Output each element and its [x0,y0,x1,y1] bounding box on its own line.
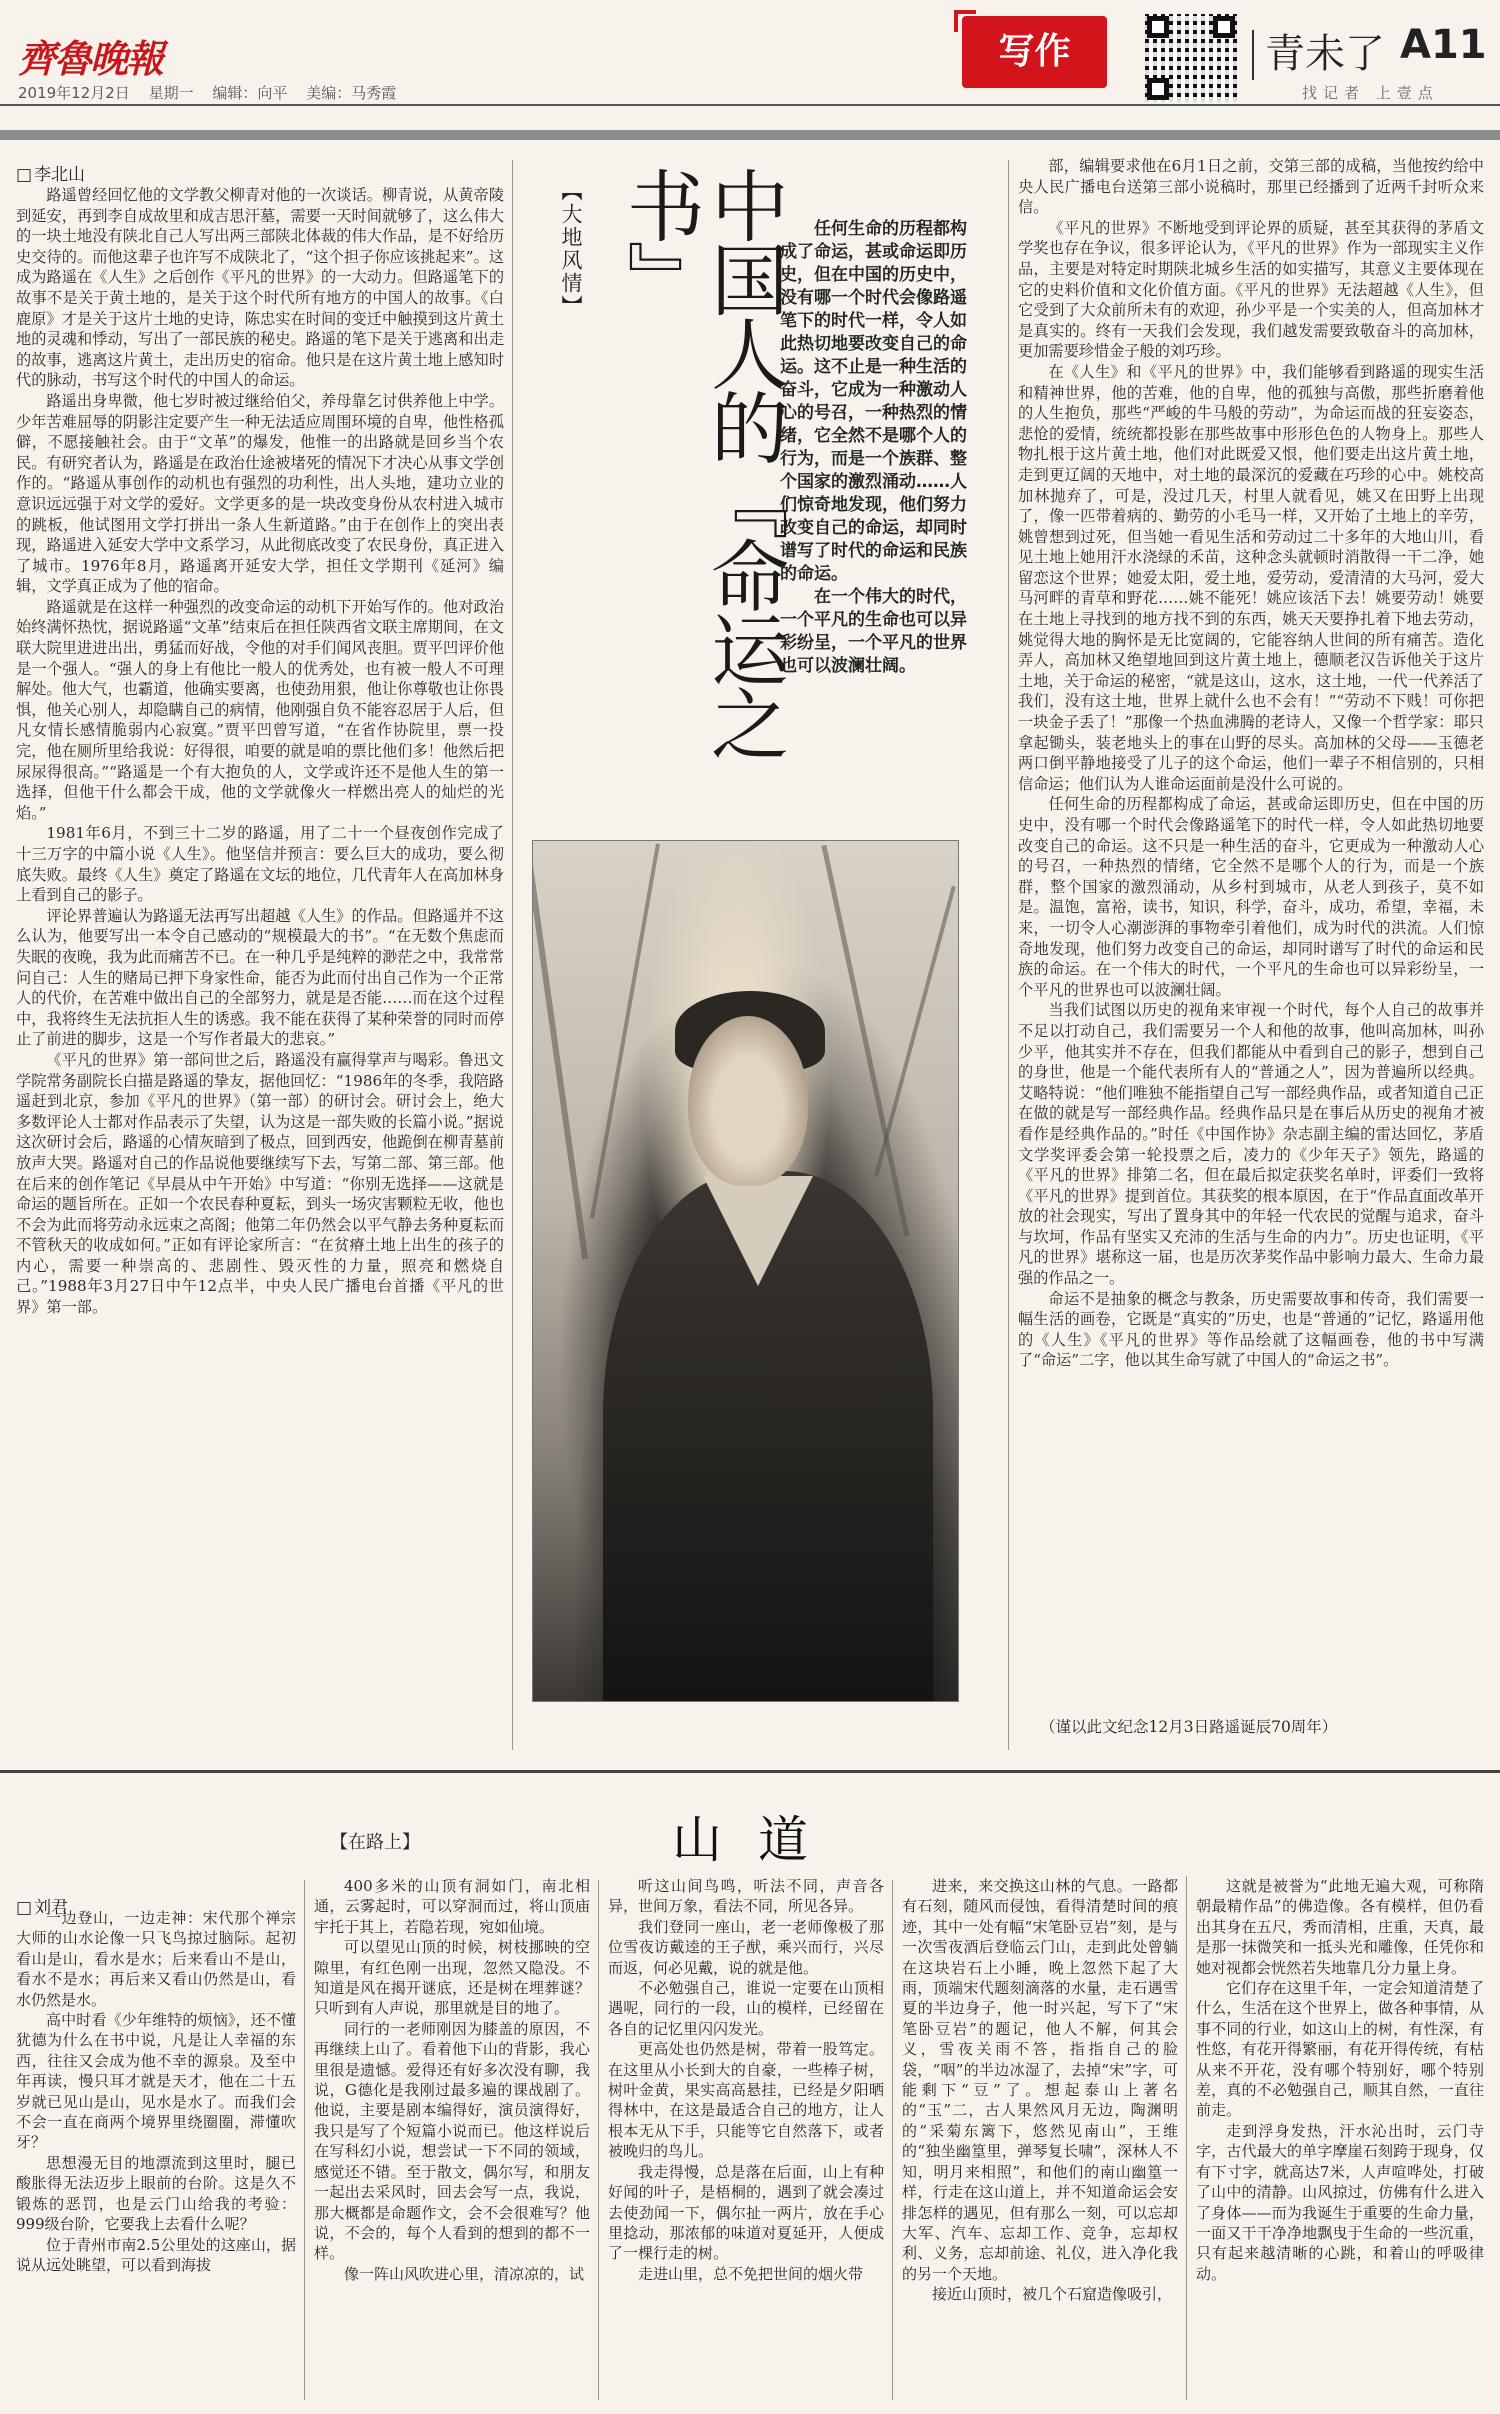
issue-date: 2019年12月2日 [18,84,130,102]
paragraph: 接近山顶时，被几个石窟造像吸引， [932,2285,1173,2304]
article-left-column [16,160,504,1318]
newspaper-masthead: 齊魯晚報 [18,36,163,81]
column-divider [512,160,513,1750]
paragraph: 评论界普遍认为路遥无法再写出超越《人生》的作品。但路遥并不这么认为，他要写出一本令自己感动的“规模最大的书”。“在无数个焦虑而失眠的夜晚，我为此而痛苦不已。在一种几乎是纯粹的渺茫之中，我常常问自己：人生的赌局已押下身家性命，能否为此而付出自己作为一个正常人的代价，在苦难中做出自己的全部努力，就是是否能……而在这个过程中，我将终生无法抗拒人生的诱惑。我不能在获得了某种荣誉的同时而停止了前进的脚步，这是一个写作者最大的悲哀。” [16,906,504,1049]
paragraph: 我走得慢，总是落在后面，山上有种好闻的叶子，是梧桐的，遇到了就会凑过去使劲闻一下，偶尔扯一两片，放在手心里捻动，那浓郁的味道对夏延开，人便成了一棵行走的树。 [608,2162,884,2263]
paragraph: 路遥曾经回忆他的文学教父柳青对他的一次谈话。柳青说，从黄帝陵到延安，再到李自成故里和成吉思汗墓，需要一天时间就够了，这么伟大的一块土地没有陕北自己人写出两三部陕北体裁的伟大作品，是不好给历史交待的。而他这辈子也许写不成陕北了，“这个担子你应该挑起来”。这成为路遥在《人生》之后创作《平凡的世界》的一大动力。但路遥笔下的故事不是关于黄土地的，是关于这个时代所有地方的中国人的故事。《白鹿原》才是关于这片土地的史诗，陈忠实在时间的变迁中触摸到这片黄土地的灵魂和悸动，写出了一部民族的秘史。路遥的笔下是关于逃离和出走的故事，逃离这片黄土，走出历史的宿命。他只是在这片黄土地上感知时代的脉动，书写这个时代的中国人的命运。 [16,186,504,390]
paragraph: 这就是被誉为“此地无遍大观，可称隋朝最精作品”的佛造像。各有模样，但仍看出其身在五尺，秀而清相，庄重，天真，最是那一抹微笑和一抵头光和雕像，任凭你和她对视都会恍然若失地靠几分力量上身。 [1196,1877,1484,1977]
designer-credit: 美编：马秀霞 [306,84,397,102]
paragraph: 在一个伟大的时代，一个平凡的生命也可以异彩纷呈，一个平凡的世界也可以波澜壮阔。 [780,587,967,676]
paragraph: 《平凡的世界》第一部问世之后，路遥没有赢得掌声与喝彩。鲁迅文学院常务副院长白描是路遥的挚友，据他回忆：“1986年的冬季，我陪路遥赶到北京，参加《平凡的世界》（第一部）的研讨会。研讨会上，绝大多数评论人士都对作品表示了失望，认为这是一部失败的长篇小说。”据说这次研讨会后，路遥的心情灰暗到了极点，回到西安，他跪倒在柳青墓前放声大哭。路遥对自己的作品说他要继续写下去，写第二部、第三部。他在后来的创作笔记《早晨从中午开始》中写道：“你别无选择——这就是命运的题旨所在。正如一个农民春种夏耘，到头一场灾害颗粒无收，他也不会为此而将劳动永远束之高阁；他第二年仍然会以平气静去务种夏耘而不管秋天的收成如何。”正如有评论家所言：“在贫瘠土地上出生的孩子的内心，需要一种崇高的、悲剧性、毁灭性的力量，照亮和燃烧自己。”1988年3月27日中午12点半，中央人民广播电台首播《平凡的世界》第一部。 [16,1050,504,1317]
paragraph: 400多米的山顶有洞如门，南北相通，云雾起时，可以穿洞而过，将山顶庙宇托于其上，若隐若现，宛如仙境。 [314,1877,590,1936]
article-author: □ 李北山 [16,160,504,185]
header-divider [1252,30,1254,80]
issue-meta [18,82,410,103]
reporter-slogan: 找记者 上壹点 [1302,84,1439,102]
column-divider [598,1880,599,2400]
paragraph: 同行的一老师刚因为膝盖的原因，不再继续上山了。看着他下山的背影，我心里很是遗憾。爱得还有好多次没有聊，我说，G德化是我刚过最多遍的课战剧了。他说，主要是剧本编得好，演员演得好，我只是写了个短篇小说而已。他这样说后在写科幻小说，想尝试一下不同的领域，感觉还不错。至于散文，偶尔写，和朋友一起出去采风时，回去会写一点，我说，那大概都是命题作文，会不会很难写？他说，不会的，每个人看到的想到的都不一样。 [314,2019,590,2263]
article-rubric: 【大地风情】 [559,180,583,318]
article-separator [0,1770,1500,1773]
paragraph: 部，编辑要求他在6月1日之前，交第三部的成稿，当他按约给中央人民广播电台送第三部小说稿时，那里已经播到了近两千封听众来信。 [1018,157,1484,217]
paragraph: 1981年6月，不到三十二岁的路遥，用了二十一个昼夜创作完成了十三万字的中篇小说《人生》。他坚信并预言：要么巨大的成功，要么彻底失败。最终《人生》奠定了路遥在文坛的地位，几代青年人在高加林身上看到自己的影子。 [16,824,504,905]
paragraph: 当我们试图以历史的视角来审视一个时代，每个人自己的故事并不足以打动自己，我们需要另一个人和他的故事，他叫高加林，叫孙少平，他其实并不存在，但我们都能从中看到自己的影子，想到自己的身世，他是一个能代表所有人的“普通之人”，因为普遍所以经典。艾略特说：“他们唯独不能指望自己写一部经典作品，或者知道自己正在做的就是写一部经典作品。经典作品只是在事后从历史的视角才被看作是经典作品的。”时任《中国作协》杂志副主编的雷达回忆，茅盾文学奖评委会第一轮投票之后，凌力的《少年天子》领先，路遥的《平凡的世界》排第二名，但在最后拟定获奖名单时，评委们一致将《平凡的世界》提到首位。其获奖的根本原因，在于“作品直面改革开放的社会现实，写出了置身其中的年轻一代农民的觉醒与追求，奋斗与坎坷，作品有坚实又充沛的生活与生命的内力”。历史也证明，《平凡的世界》堪称这一届，也是历次茅奖作品中影响力最大、生命力最强的作品之一。 [1018,1001,1484,1288]
article2-column-3 [608,1876,884,2284]
paragraph: 我们登同一座山，老一老师像极了那位雪夜访戴逵的王子猷，乘兴而行，兴尽而返，何必见戴，说的就是他。 [608,1917,884,1977]
article-right-body [1018,156,1484,1371]
paragraph: 进来，来交换这山林的气息。一路都有石刻，随风而侵蚀，看得清楚时间的痕迹，其中一处有幅“宋笔卧豆岩”刻，是与一次雪夜酒后登临云门山，走到此处曾躺在这块岩石上小睡，晚上忽然下起了大雨，顶端宋代题刻滴落的水量，走石遇雪夏的半边身子，他一时兴起，写下了“宋笔卧豆岩”的题记，他人不解，何其会义，雪夜关雨不答，指指自己的脸袋，“咽”的半边冰湿了，去掉“宋”字，可能剩下“豆”了。想起泰山上著名的“玉”二，古人果然风月无边，陶渊明的“采菊东篱下，悠然见南山”，王维的“独坐幽篁里，弹琴复长啸”，深林人不知，明月来相照”，和他们的南山幽篁一样，行走在这山道上，并不知道命运会安排怎样的遇见，但有那么一刻，可以忘却大军、汽车、忘却工作、竞争，忘却权利、义务，忘却前途、礼仪，进入净化我的另一个天地。 [902,1877,1178,2283]
article2-title: 山道 [672,1811,844,1869]
paragraph: 命运不是抽象的概念与教条，历史需要故事和传奇，我们需要一幅生活的画卷，它既是“真实的”历史，也是“普通的”记忆，路遥用他的《人生》《平凡的世界》等作品绘就了这幅画卷，他的书中写满了“命运”二字，他以其生命写就了中国人的“命运之书”。 [1018,1289,1484,1370]
paragraph: 走进山里，总不免把世间的烟火带 [638,2264,864,2283]
article-intro [780,218,980,678]
section-tab: 写作 [962,16,1107,88]
article2-author: □ 刘君 [16,1893,68,1918]
paragraph: 思想漫无目的地漂流到这里时，腿已酸胀得无法迈步上眼前的台阶。这是久不锻炼的恶罚，也是云门山给我的考验：999级台阶，它要我上去看什么呢？ [16,2153,296,2234]
paragraph: 像一阵山风吹进心里，清凉凉的，试 [344,2264,585,2283]
paragraph: 《平凡的世界》不断地受到评论界的质疑，甚至其获得的茅盾文学奖也存在争议，很多评论认为，《平凡的世界》作为一部现实主义作品，主要是对特定时期陕北城乡生活的如实描写，其意义主要体现在它的史料价值和文化价值方面。《平凡的世界》无法超越《人生》，但它受到了大众前所未有的欢迎，孙少平是一个实美的人，但高加林才是真实的。终有一天我们会发现，我们越发需要致敬奋斗的高加林，更加需要珍惜金子般的刘巧珍。 [1018,218,1484,361]
article2-column-2 [314,1876,590,2284]
paragraph: 听这山间鸟鸣，听法不同，声音各异，世间万象，看法不同，所见各异。 [608,1877,884,1916]
qr-code-icon [1145,14,1237,102]
issue-weekday: 星期一 [148,84,194,102]
article2-rubric: 【在路上】 [330,1832,420,1853]
paragraph: 位于青州市南2.5公里处的这座山，据说从远处眺望，可以看到海拔 [16,2235,296,2274]
article2-column-5 [1196,1876,1484,2284]
paragraph: 走到浮身发热，汗水沁出时，云门寺字，古代最大的单字摩崖石刻跨于现身，仅有下寸字，就高达7米，人声喧哗处，打破了山中的清静。山风掠过，仿佛有什么进入了身体——而为我诞生于重要的生命力量，一面又干干净净地飘曳于生命的一些沉重，只有起来越清晰的心跳，和着山的呼吸律动。 [1196,2121,1484,2283]
paragraph: 在《人生》和《平凡的世界》中，我们能够看到路遥的现实生活和精神世界，他的苦难，他的自卑，他的孤独与高傲，那些折磨着他的人生抱负，那些“严峻的牛马般的劳动”，为命运而战的狂妄姿态，悲怆的爱情，统统都投影在那些故事中形形色色的人物身上。那些人物扎根于这片黄土地，他们对此既爱又恨，他们要走出这片黄土地，走到更辽阔的天地中，对土地的最深沉的爱藏在巧珍的心中。姚校高加林抛弃了，可是，没过几天，村里人就看见，姚又在田野上出现了，像一匹带着病的、勤劳的小毛马一样，又开始了土地上的辛劳，姚曾想到过死，但当她一看见生活和劳动过二十多年的大地山川，看见土地上她用汗水浇绿的禾苗，这种念头就顿时消散得一干二净，她留恋这个世界；她爱太阳，爱土地，爱劳动，爱清清的大马河，爱大马河畔的青草和野花……姚不能死！姚应该活下去！姚要劳动！姚要在土地上寻找到的地方找不到的东西，姚天天要挣扎着下地去劳动，姚觉得大地的胸怀是无比宽阔的，它能容纳人世间的所有痛苦。造化弄人，高加林又绝望地回到这片黄土地上，德顺老汉告诉他关于这片土地，关于命运的秘密，“就是这山，这水，这土地，一代一代养活了我们，没有这土地，世界上就什么也不会有！”“劳动不下贱！可你把一块金子丢了！”那像一个热血沸腾的老诗人，又像一个哲学家：耶只拿起锄头，装老地头上的事在山野的尽头。高加林的父母——玉德老两口倒平静地接受了儿子的这个命运，他们一辈子不相信别的，只相信命运；他们认为人谁命运面前是没什么可说的。 [1018,362,1484,793]
article-title: 中国人的『命运之书』 [614,166,788,758]
paragraph: 路遥就是在这样一种强烈的改变命运的动机下开始写作的。他对政治始终满怀热忱，据说路遥“文革”结束后在担任陕西省文联主席期间，在文联大院里进进出出，勇猛而好战，令他的对手们闻风丧胆。贾平凹评价他是一个强人。“强人的身上有他比一般人的优秀处，也有被一般人不可理解处。他大气，也霸道，他确实要离，也使劲用狠，他让你尊敬也让你畏惧，他关心别人，却隐瞒自己的病情，他刚强自负不能容忍居于人后，但凡女情长感情脆弱内心寂寞。”贾平凹曾写道，“在省作协院里，票一投完，他在厕所里给我说：好得很，咱要的就是咱的票比他们多！他然后把尿尿得很高。”“路遥是一个有大抱负的人，文学或许还不是他人生的第一选择，但他干什么都会干成，他的文学就像火一样燃出亮人的灿烂的光焰。” [16,597,504,822]
column-divider [892,1880,893,2400]
page-number: A11 [1400,22,1487,68]
paragraph: 高中时看《少年维特的烦恼》，还不懂犹德为什么在书中说，凡是让人幸福的东西，往往又会成为他不幸的源泉。及至中年再读，慢只耳才就是天才，他在二十五岁就已见山是山，见水是水了。而我们会不会一直在商两个境界里绕圈圈，滞懂吹牙？ [16,2011,296,2152]
article-dedication: （谨以此文纪念12月3日路遥诞辰70周年） [1040,1718,1338,1736]
article2-column-4 [902,1876,1178,2305]
paragraph: 可以望见山顶的时候，树枝挪映的空隙里，有红色刚一出现，忽然又隐没。不知道是风在揭开谜底，还是树在埋葬谜？只听到有人声说，那里就是目的地了。 [314,1938,590,2018]
article-left-body [16,185,504,1318]
paragraph: 路遥出身卑微，他七岁时被过继给伯父，养母靠乞讨供养他上中学。少年苦难屈辱的阴影注定要产生一种无法适应周围环境的自卑，他性格孤僻，不愿接触社会。由于“文革”的爆发，他惟一的出路就是回乡当个农民。有研究者认为，路遥是在政治仕途被堵死的情况下才决心从事文学创作的。“路遥从事创作的动机也有强烈的功利性，出人头地，建功立业的意识远远强于对文学的爱好。文学更多的是一块改变身份从农村进入城市的跳板，他试图用文学打拼出一条人生新道路。”由于在创作上的突出表现，路遥进入延安大学中文系学习，从此彻底改变了农民身份，真正进入了城市。1976年8月，路遥离开延安大学，担任文学期刊《延河》编辑，文学真正成为了他的宿命。 [16,391,504,596]
paragraph: 不必勉强自己，谁说一定要在山顶相遇呢，同行的一段，山的模样，已经留在各自的记忆里闪闪发光。 [608,1979,884,2038]
column-divider [304,1880,305,2400]
paragraph: 任何生命的历程都构成了命运，甚或命运即历史，但在中国的历史中，没有哪一个时代会像路遥笔下的时代一样，令人如此热切地要改变自己的命运。这不只是一种生活的奋斗，它更成为一种激动人心的号召，一种热烈的情绪，它全然不是哪个人的行为，而是一个族群，整个国家的激烈涌动，从乡村到城市，从老人到孩子，莫不如是。温饱，富裕，读书，知识，科学，奋斗，成功，希望，幸福，未来，一切令人心潮澎湃的事物牵引着他们，成为时代的洪流。人们惊奇地发现，他们努力改变自己的命运，却同时谱写了时代的命运和民族的命运。在一个伟大的时代，一个平凡的生命也可以异彩纷呈，一个平凡的世界也可以波澜壮阔。 [1018,795,1484,999]
paragraph: 任何生命的历程都构成了命运，甚或命运即历史，但在中国的历史中，没有哪一个时代会像路遥笔下的时代一样，令人如此热切地要改变自己的命运。这不止是一种生活的奋斗，它成为一种激动人心的号召，一种热烈的情绪，它全然不是哪个人的行为，而是一个族群、整个国家的激烈涌动……人们惊奇地发现，他们努力改变自己的命运，却同时谱写了时代的命运和民族的命运。 [780,219,967,584]
header-rule [0,104,1500,106]
column-name: 青未了 [1265,31,1385,77]
article2-column-1 [16,1908,296,2275]
column-divider [1008,160,1009,1750]
editor-credit: 编辑：向平 [212,84,288,102]
author-portrait-photo [532,840,959,1702]
article-right-column [1018,156,1484,1371]
paragraph: 一边登山，一边走神：宋代那个禅宗大师的山水论像一只飞鸟掠过脑际。起初看山是山，看水是水；后来看山不是山，看水不是水；再后来又看山仍然是山，看水仍然是水。 [16,1909,296,2009]
paragraph: 它们存在这里千年，一定会知道清楚了什么，生活在这个世界上，做各种事情，从事不同的行业，如这山上的树，有性深，有性悠，有花开得繁丽，有花开得传统，有枯从来不开花，没有哪个特别好，哪个特别差，真的不必勉强自己，顺其自然，一直往前走。 [1196,1979,1484,2120]
header-band [0,130,1500,140]
column-divider [1186,1876,1187,2400]
paragraph: 更高处也仍然是树，带着一股笃定。在这里从小长到大的自豪，一些棒子树，树叶金黄，果实高高悬挂，已经是夕阳晒得林中，在这是最适合自己的地方，让人根本无从下手，只能等它自然落下，或者被晚归的鸟儿。 [608,2040,884,2161]
